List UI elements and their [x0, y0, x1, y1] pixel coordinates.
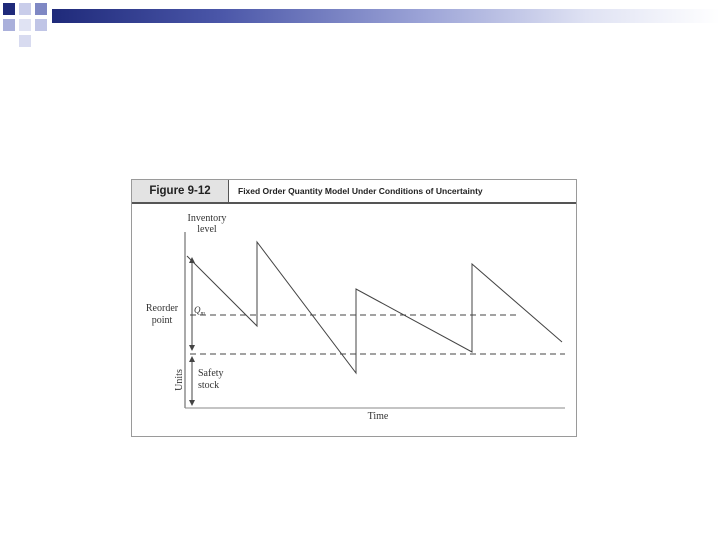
inventory-level-line — [187, 242, 562, 373]
safety-stock-label: stock — [198, 380, 220, 391]
figure-label: Figure 9-12 — [132, 180, 229, 202]
inventory-level-label: level — [197, 224, 217, 235]
q-letter: Q — [194, 305, 201, 315]
q-subscript: m — [200, 311, 205, 317]
figure-title: Fixed Order Quantity Model Under Conditions of Uncertainty — [238, 186, 483, 196]
reorder-point-label: point — [151, 315, 173, 326]
inventory-level-label: Inventory — [187, 213, 227, 224]
reorder-point-label: Reorder — [145, 303, 179, 314]
x-axis-label: Time — [367, 411, 389, 422]
y-axis-label: Units — [174, 369, 185, 391]
safety-stock-label: Safety — [198, 368, 224, 379]
